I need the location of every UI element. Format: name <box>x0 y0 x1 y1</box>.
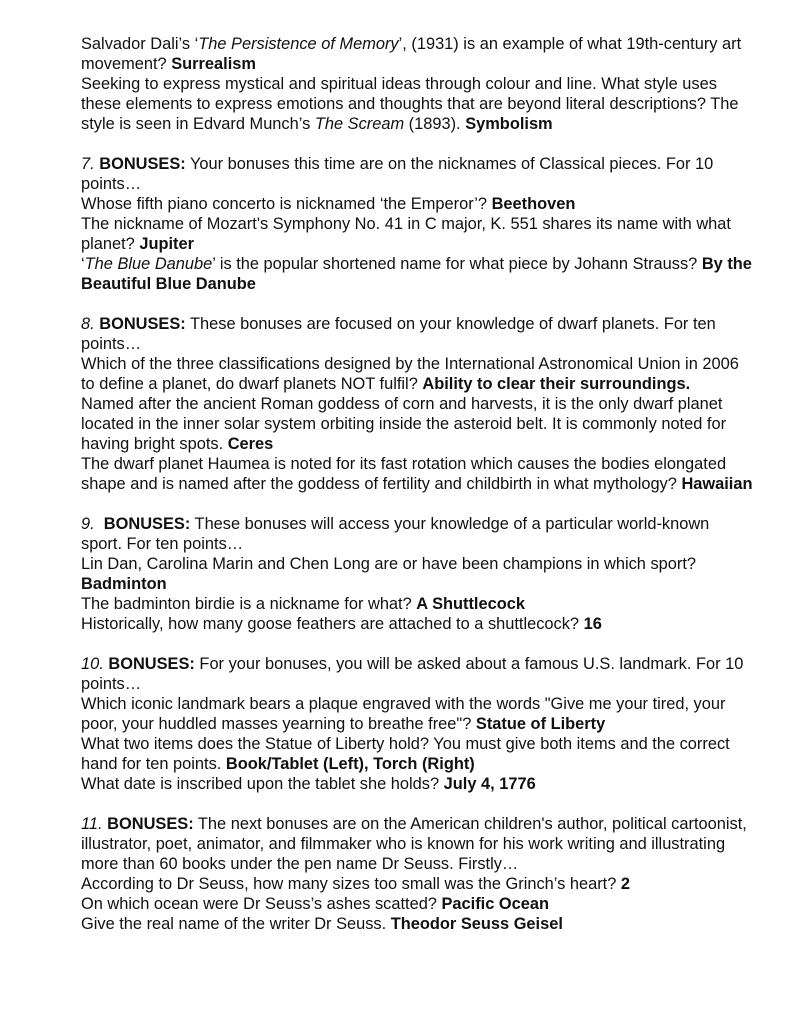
answer: July 4, 1776 <box>443 775 536 793</box>
bonus-block-10 <box>81 654 753 794</box>
answer: 16 <box>583 615 602 633</box>
answer: Surrealism <box>171 55 256 73</box>
answer: Jupiter <box>139 235 194 253</box>
question: What date is inscribed upon the tablet she holds? July 4, 1776 <box>81 775 536 793</box>
question: The nickname of Mozart's Symphony No. 41 in C major, K. 551 shares its name with what planet? Jupiter <box>81 215 731 253</box>
question: What two items does the Statue of Liberty hold? You must give both items and the correct hand for ten points. Book/Tablet (Left), Torch (Right) <box>81 735 730 773</box>
bonus-block-8 <box>81 314 753 494</box>
question: According to Dr Seuss, how many sizes too small was the Grinch’s heart? 2 <box>81 875 631 893</box>
question: ‘The Blue Danube’ is the popular shortened name for what piece by Johann Strauss? By the Beautiful Blue Danube <box>81 255 752 293</box>
answer: By the Beautiful Blue Danube <box>81 255 752 293</box>
bonus-block-11 <box>81 814 753 934</box>
question: The badminton birdie is a nickname for what? A Shuttlecock <box>81 595 525 613</box>
question: Which iconic landmark bears a plaque engraved with the words "Give me your tired, your poor, your huddled masses yearning to breathe free"? Statue of Liberty <box>81 695 726 733</box>
answer: Hawaiian <box>681 475 753 493</box>
bonus-block-9 <box>81 514 753 634</box>
question: Lin Dan, Carolina Marin and Chen Long are or have been champions in which sport? Badminton <box>81 555 697 593</box>
answer: Book/Tablet (Left), Torch (Right) <box>225 755 475 773</box>
answer: Ability to clear their surroundings. <box>422 375 691 393</box>
bonus-intro: 9. BONUSES: These bonuses will access your knowledge of a particular world-known sport. For ten points… <box>81 515 710 553</box>
bonus-intro: 7. BONUSES: Your bonuses this time are on the nicknames of Classical pieces. For 10 points… <box>81 155 714 193</box>
question: Historically, how many goose feathers are attached to a shuttlecock? 16 <box>81 615 602 633</box>
answer: Statue of Liberty <box>475 715 606 733</box>
answer: Beethoven <box>491 195 576 213</box>
question: On which ocean were Dr Seuss’s ashes scatted? Pacific Ocean <box>81 895 549 913</box>
bonus-intro: 10. BONUSES: For your bonuses, you will be asked about a famous U.S. landmark. For 10 points… <box>81 655 744 693</box>
question: Salvador Dali’s ‘The Persistence of Memory’, (1931) is an example of what 19th-century art movement? Surrealism <box>81 35 742 73</box>
answer: 2 <box>620 875 631 893</box>
answer: Ceres <box>227 435 274 453</box>
question: Whose fifth piano concerto is nicknamed ‘the Emperor’? Beethoven <box>81 195 576 213</box>
question: The dwarf planet Haumea is noted for its fast rotation which causes the bodies elongated shape and is named after the goddess of fertility and childbirth in what mythology? Hawaiian <box>81 455 753 493</box>
bonus-block-7 <box>81 154 753 294</box>
answer: Theodor Seuss Geisel <box>390 915 563 933</box>
question: Seeking to express mystical and spiritual ideas through colour and line. What style uses these elements to express emotions and thoughts that are beyond literal descriptions? The style is seen in Edvard Munch’s The Scream (1893). Symbolism <box>81 75 739 133</box>
question: Give the real name of the writer Dr Seuss. Theodor Seuss Geisel <box>81 915 563 933</box>
bonus-intro: 11. BONUSES: The next bonuses are on the American children's author, political cartoonist, illustrator, poet, animator, and filmmaker who is known for his work writing and illustrating more than 60 books under the pen name Dr Seuss. Firstly… <box>81 815 747 873</box>
answer: Badminton <box>81 575 167 593</box>
art-bonus-block <box>81 34 753 134</box>
answer: Symbolism <box>465 115 553 133</box>
question: Which of the three classifications designed by the International Astronomical Union in 2006 to define a planet, do dwarf planets NOT fulfil? Ability to clear their surroundings. <box>81 355 739 393</box>
bonus-intro: 8. BONUSES: These bonuses are focused on your knowledge of dwarf planets. For ten points… <box>81 315 716 353</box>
question: Named after the ancient Roman goddess of corn and harvests, it is the only dwarf planet located in the inner solar system orbiting inside the asteroid belt. It is commonly noted for having bright spots. Ceres <box>81 395 727 453</box>
answer: Pacific Ocean <box>441 895 549 913</box>
answer: A Shuttlecock <box>416 595 525 613</box>
